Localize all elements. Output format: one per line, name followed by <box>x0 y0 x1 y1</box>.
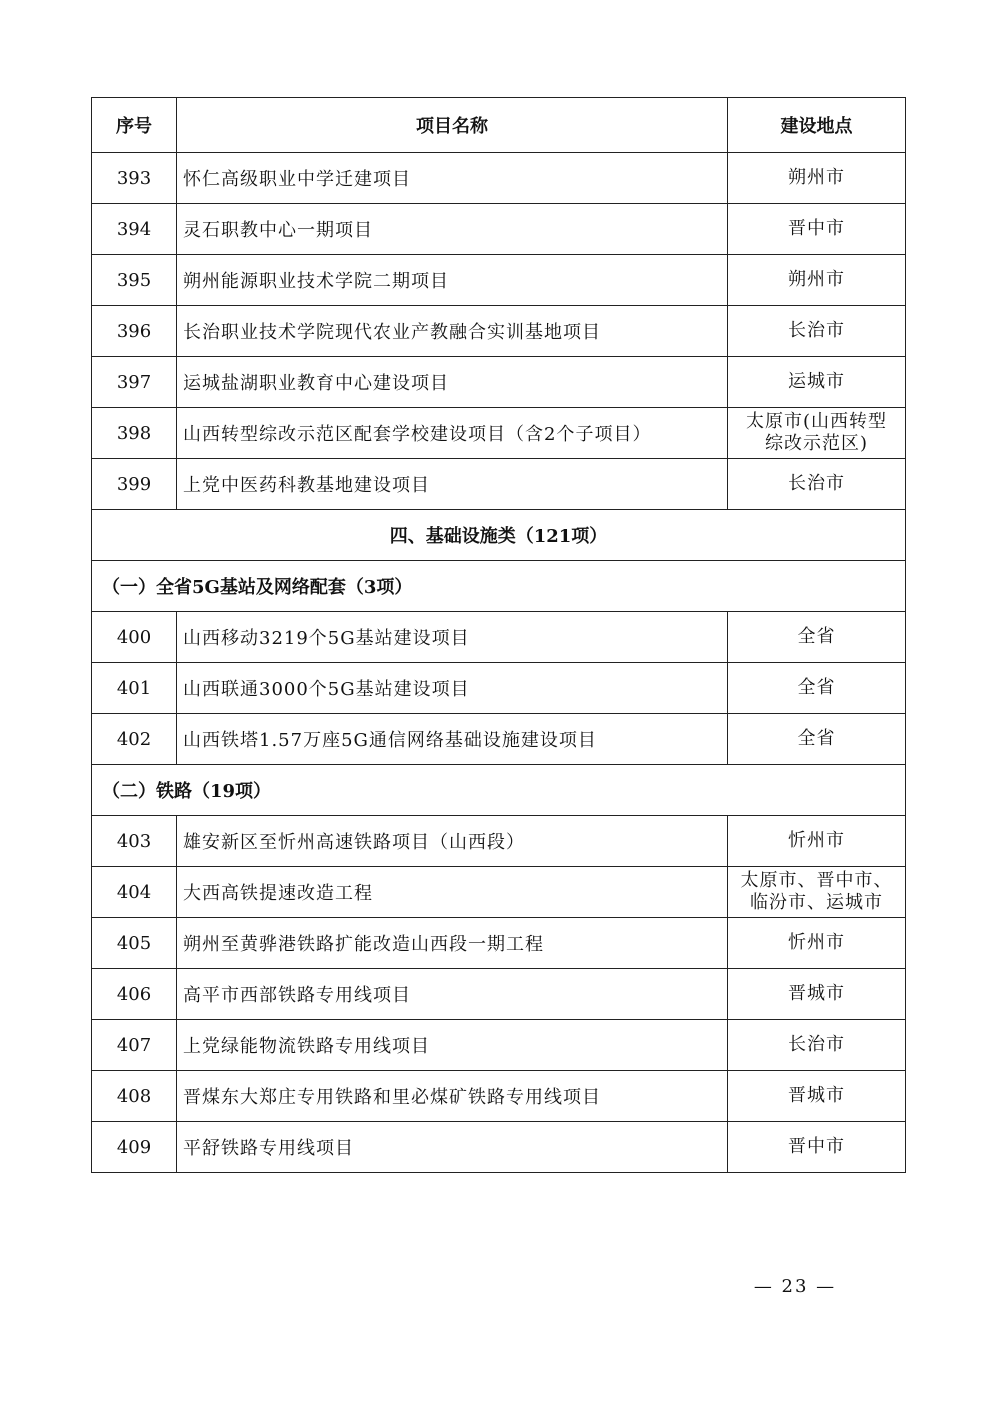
subsection-row <box>92 561 906 612</box>
row-number: 400 <box>92 612 177 663</box>
row-project-name: 朔州能源职业技术学院二期项目 <box>177 255 728 306</box>
table-row <box>92 714 906 765</box>
row-location: 长治市 <box>728 459 906 510</box>
row-project-name: 朔州至黄骅港铁路扩能改造山西段一期工程 <box>177 918 728 969</box>
row-number: 395 <box>92 255 177 306</box>
row-location: 忻州市 <box>728 816 906 867</box>
table-row <box>92 204 906 255</box>
row-location-line2: 临汾市、运城市 <box>750 892 883 913</box>
row-project-name: 长治职业技术学院现代农业产教融合实训基地项目 <box>177 306 728 357</box>
row-location: 全省 <box>728 612 906 663</box>
row-number: 409 <box>92 1122 177 1173</box>
row-number: 399 <box>92 459 177 510</box>
row-location-line1: 太原市(山西转型 <box>745 411 888 432</box>
row-project-name: 上党中医药科教基地建设项目 <box>177 459 728 510</box>
row-number: 401 <box>92 663 177 714</box>
row-number: 408 <box>92 1071 177 1122</box>
table-header <box>92 98 906 153</box>
row-location: 长治市 <box>728 1020 906 1071</box>
table-row <box>92 459 906 510</box>
row-location: 全省 <box>728 714 906 765</box>
row-number: 398 <box>92 408 177 459</box>
row-location: 晋城市 <box>728 969 906 1020</box>
row-project-name: 运城盐湖职业教育中心建设项目 <box>177 357 728 408</box>
row-project-name: 雄安新区至忻州高速铁路项目（山西段） <box>177 816 728 867</box>
row-number: 394 <box>92 204 177 255</box>
row-location: 朔州市 <box>728 255 906 306</box>
table-row <box>92 969 906 1020</box>
row-project-name: 上党绿能物流铁路专用线项目 <box>177 1020 728 1071</box>
row-project-name: 高平市西部铁路专用线项目 <box>177 969 728 1020</box>
table-row <box>92 816 906 867</box>
row-location: 全省 <box>728 663 906 714</box>
header-project-name: 项目名称 <box>177 98 728 153</box>
row-location: 运城市 <box>728 357 906 408</box>
table-row <box>92 1122 906 1173</box>
row-number: 404 <box>92 867 177 918</box>
row-project-name: 晋煤东大郑庄专用铁路和里必煤矿铁路专用线项目 <box>177 1071 728 1122</box>
row-project-name: 灵石职教中心一期项目 <box>177 204 728 255</box>
subsection-row <box>92 765 906 816</box>
row-location-line1: 太原市、晋中市、 <box>740 870 893 891</box>
header-number: 序号 <box>92 98 177 153</box>
row-location-line2: 综改示范区) <box>764 433 869 454</box>
table-row <box>92 612 906 663</box>
row-number: 405 <box>92 918 177 969</box>
row-location: 忻州市 <box>728 918 906 969</box>
subsection-title-railway: （二）铁路（19项） <box>92 765 906 816</box>
row-location <box>728 408 906 459</box>
row-number: 393 <box>92 153 177 204</box>
row-number: 407 <box>92 1020 177 1071</box>
row-location: 晋城市 <box>728 1071 906 1122</box>
row-project-name: 山西联通3000个5G基站建设项目 <box>177 663 728 714</box>
table-row <box>92 918 906 969</box>
table-row <box>92 255 906 306</box>
subsection-title-5g: （一）全省5G基站及网络配套（3项） <box>92 561 906 612</box>
row-location: 长治市 <box>728 306 906 357</box>
row-location: 晋中市 <box>728 204 906 255</box>
table-row <box>92 357 906 408</box>
row-number: 397 <box>92 357 177 408</box>
row-number: 396 <box>92 306 177 357</box>
row-project-name: 山西铁塔1.57万座5G通信网络基础设施建设项目 <box>177 714 728 765</box>
table-row <box>92 153 906 204</box>
page-number: — 23 — <box>753 1276 837 1297</box>
table-row <box>92 663 906 714</box>
table-row <box>92 1020 906 1071</box>
row-number: 406 <box>92 969 177 1020</box>
table-row <box>92 306 906 357</box>
row-project-name: 平舒铁路专用线项目 <box>177 1122 728 1173</box>
row-project-name: 山西转型综改示范区配套学校建设项目（含2个子项目） <box>177 408 728 459</box>
row-number: 402 <box>92 714 177 765</box>
header-location: 建设地点 <box>728 98 906 153</box>
row-project-name: 山西移动3219个5G基站建设项目 <box>177 612 728 663</box>
row-location <box>728 867 906 918</box>
row-number: 403 <box>92 816 177 867</box>
row-location: 朔州市 <box>728 153 906 204</box>
row-location: 晋中市 <box>728 1122 906 1173</box>
section-row <box>92 510 906 561</box>
project-table <box>91 97 906 1173</box>
row-project-name: 大西高铁提速改造工程 <box>177 867 728 918</box>
table-row <box>92 1071 906 1122</box>
section-title: 四、基础设施类（121项） <box>92 510 906 561</box>
table-row <box>92 867 906 918</box>
row-project-name: 怀仁高级职业中学迁建项目 <box>177 153 728 204</box>
table-row <box>92 408 906 459</box>
